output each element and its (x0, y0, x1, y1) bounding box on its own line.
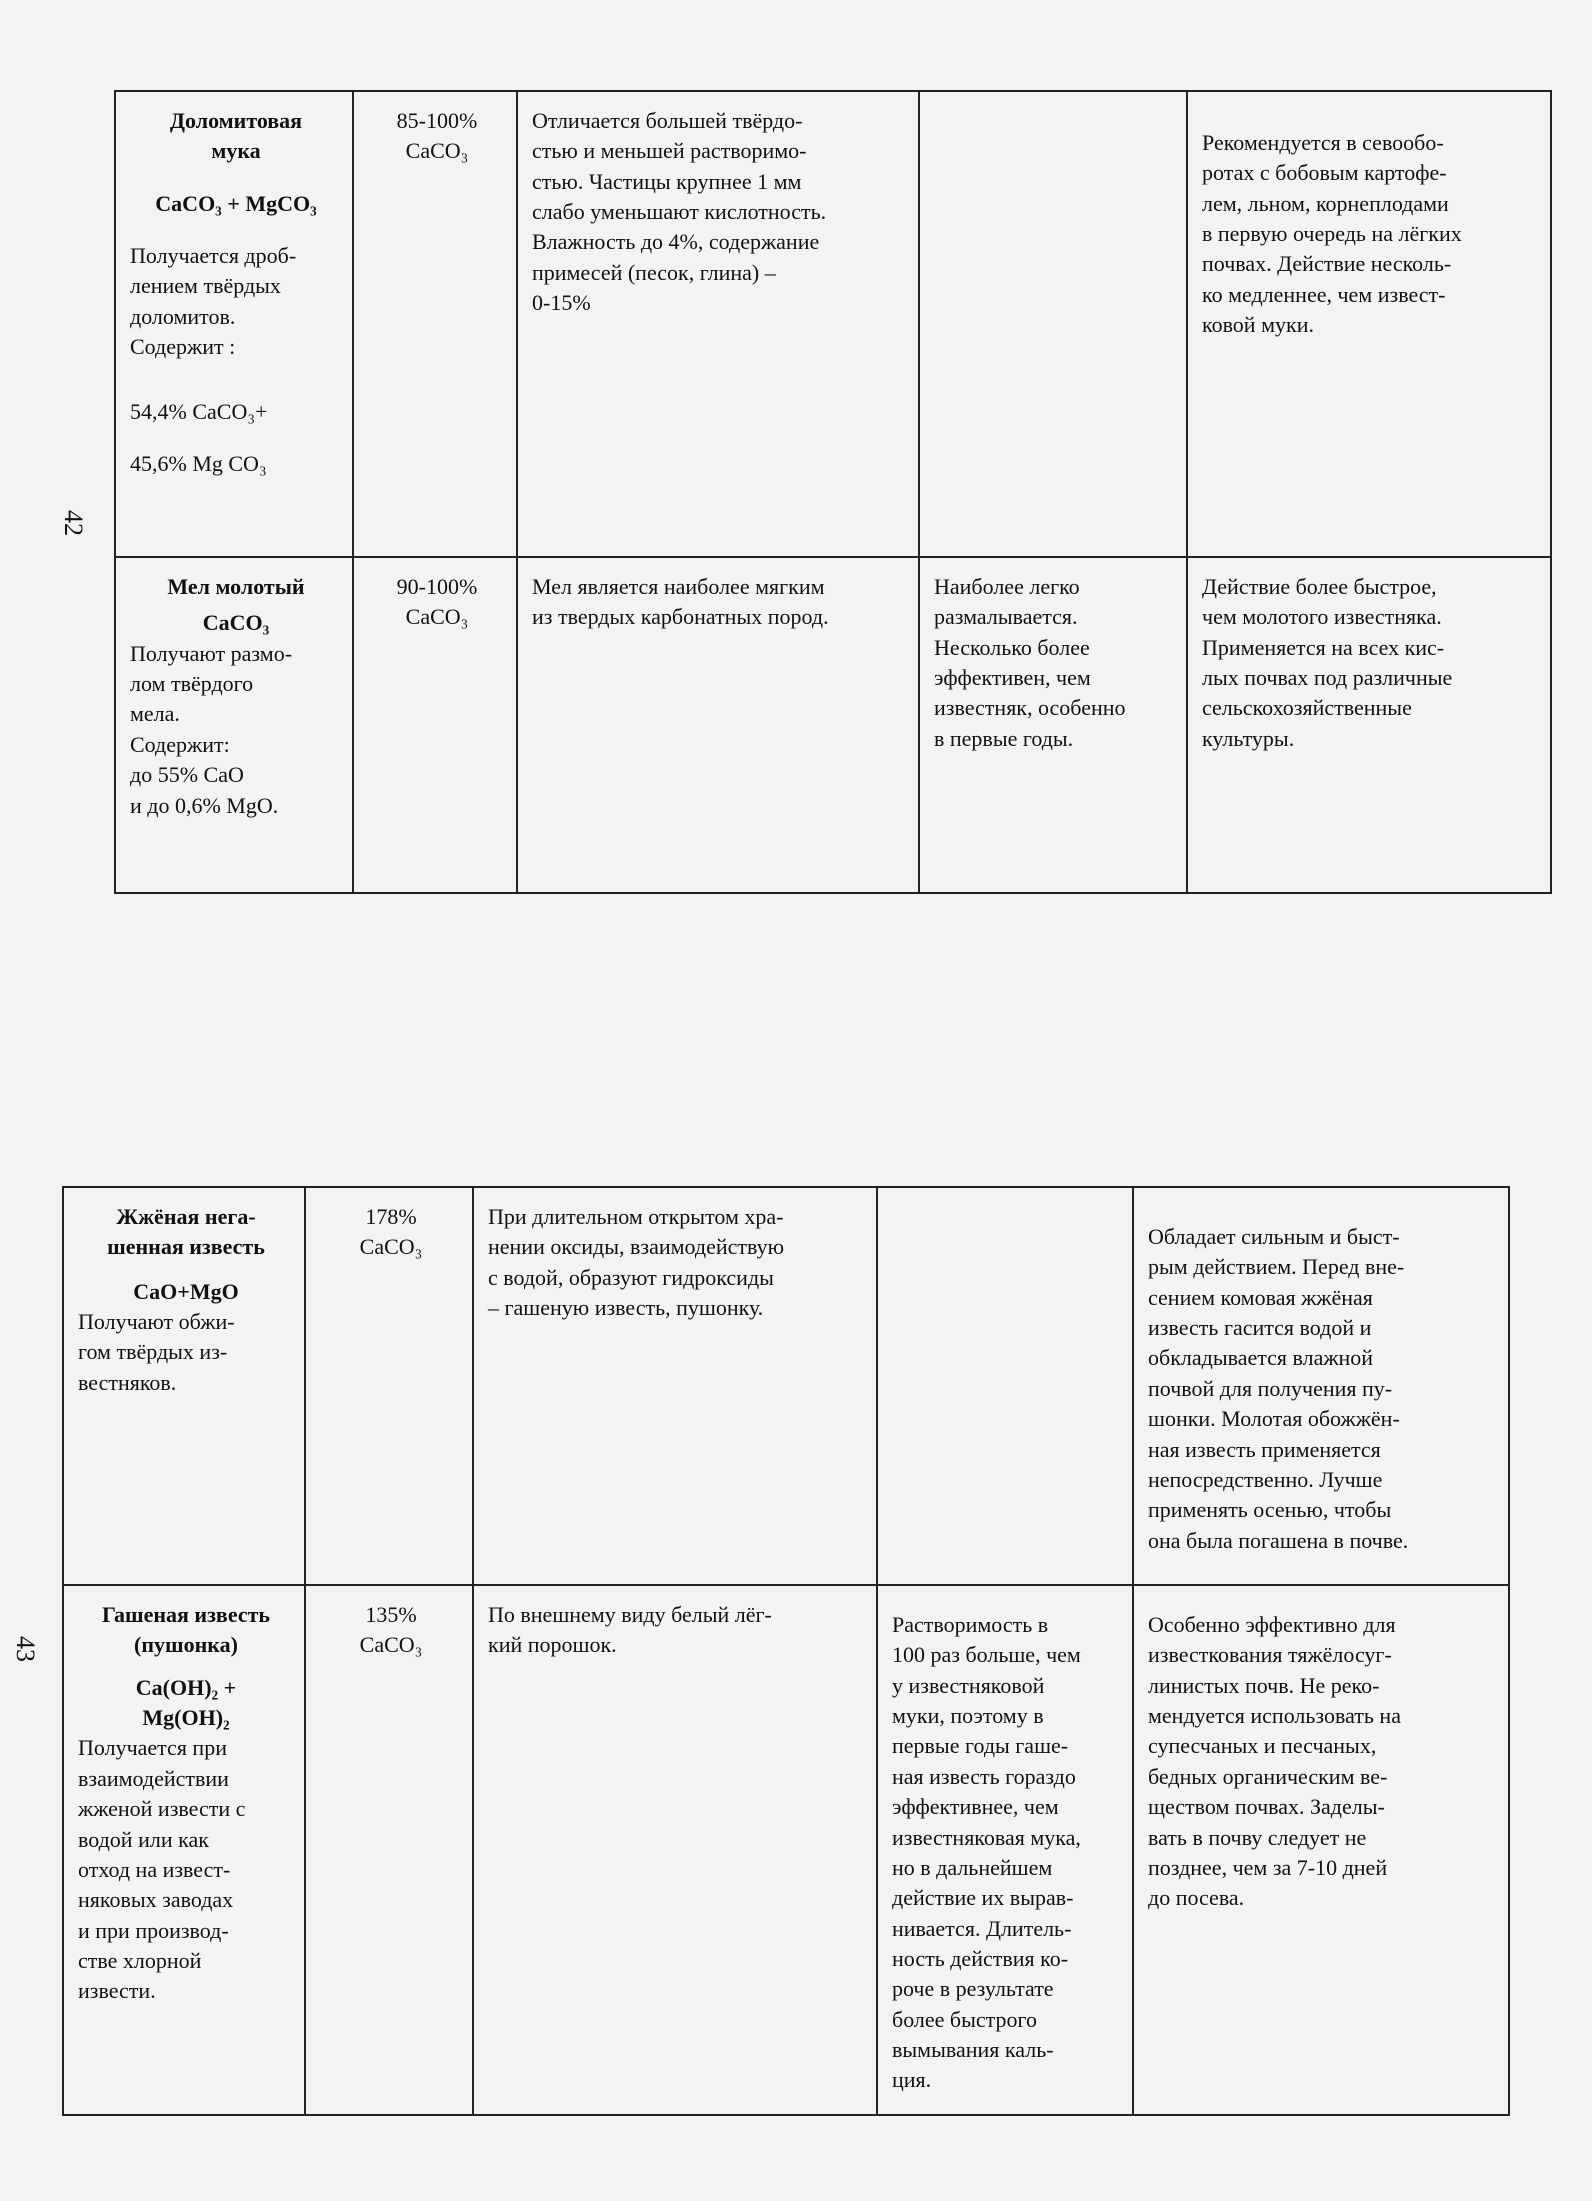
material-formula: CaO+MgO (133, 1278, 239, 1304)
lime-materials-table-page-43 (62, 1186, 1510, 2116)
material-origin: Получается при взаимодействии жженой извести с водой или как отход на извест- няковых заводах и при производ- стве хлорной извести. (78, 1735, 246, 2004)
table-row-ground-chalk (115, 557, 1551, 893)
application-cell (1133, 1187, 1509, 1585)
application-cell (1133, 1585, 1509, 2115)
neutralizing-content: 85-100% CaCO₃ (396, 108, 478, 164)
material-formula: Ca(OH)₂ + Mg(OH)₂ (135, 1674, 237, 1731)
efficiency-cell (877, 1187, 1133, 1585)
application-text: Обладает сильным и быст- рым действием. Перед вне- сением комовая жжёная известь гасится водой и обкладывается влажной почвой для получения пу- шонки. Молотая обожжён- ная известь применяется непосредственно. Лучше применять осенью, чтобы она была погашена в почве. (1148, 1224, 1409, 1553)
material-cell (115, 91, 353, 557)
neutralizing-content: 135% CaCO₃ (359, 1602, 423, 1658)
material-cell (63, 1585, 305, 2115)
table-row-slaked-lime (63, 1585, 1509, 2115)
table-row-dolomite-flour (115, 91, 1551, 557)
properties-cell (517, 557, 919, 893)
neutralizing-content-cell (353, 91, 517, 557)
material-origin: Получается дроб- лением твёрдых доломитов. Содержит : (130, 243, 297, 360)
efficiency-text: Растворимость в 100 раз больше, чем у известняковой муки, поэтому в первые годы гаше- ная известь гораздо эффективнее, чем известняковая мука, но в дальнейшем действие их вырав- нивается. Длитель- ность действия ко- роче в результате более быстрого вымывания каль- ция. (892, 1612, 1081, 2093)
properties-cell (473, 1585, 877, 2115)
material-formula: CaCO₃ (202, 610, 270, 636)
neutralizing-content-cell (353, 557, 517, 893)
application-text: Рекомендуется в севообо- ротах с бобовым картофе- лем, льном, корнеплодами в первую очередь на лёгких почвах. Действие несколь- ко медленнее, чем извест- ковой муки. (1202, 130, 1462, 338)
properties-text: Мел является наиболее мягким из твердых карбонатных пород. (532, 574, 829, 630)
efficiency-text: Наиболее легко размалывается. Несколько более эффективен, чем известняк, особенно в первые годы. (934, 574, 1126, 751)
table-row-quicklime (63, 1187, 1509, 1585)
material-name: Гашеная известь (пушонка) (101, 1602, 271, 1658)
lime-materials-table-page-42 (114, 90, 1552, 894)
application-text: Действие более быстрое, чем молотого известняка. Применяется на всех кис- лых почвах под различные сельскохозяйственные культуры. (1202, 574, 1453, 751)
efficiency-cell (919, 91, 1187, 557)
material-name: Доломитовая мука (169, 108, 303, 164)
properties-text: По внешнему виду белый лёг- кий порошок. (488, 1602, 772, 1658)
efficiency-cell (919, 557, 1187, 893)
application-text: Особенно эффективно для известкования тяжёлосуг- линистых почв. Не реко- мендуется использовать на супесчаных и песчаных, бедных органическим ве- ществом почвах. Заделы- вать в почву следует не позднее, чем за 7-10 дней до посева. (1148, 1612, 1401, 1911)
material-composition-mgco3: 45,6% Mg CO₃ (130, 450, 267, 476)
neutralizing-content-cell (305, 1187, 473, 1585)
properties-text: Отличается большей твёрдо- стью и меньшей растворимо- стью. Частицы крупнее 1 мм слабо уменьшают кислотность. Влажность до 4%, содержание примесей (песок, глина) – 0-15% (532, 108, 827, 316)
material-name: Мел молотый (167, 574, 305, 599)
application-cell (1187, 557, 1551, 893)
material-composition-caco3: 54,4% CaCO₃+ (130, 398, 268, 424)
material-formula: CaCO₃ + MgCO₃ (155, 190, 317, 216)
neutralizing-content: 90-100% CaCO₃ (396, 574, 478, 630)
material-origin: Получают обжи- гом твёрдых из- вестняков. (78, 1309, 235, 1395)
properties-cell (473, 1187, 877, 1585)
properties-cell (517, 91, 919, 557)
material-name: Жжёная нега- шенная известь (107, 1204, 265, 1260)
material-cell (63, 1187, 305, 1585)
neutralizing-content: 178% CaCO₃ (359, 1204, 423, 1260)
efficiency-cell (877, 1585, 1133, 2115)
application-cell (1187, 91, 1551, 557)
page-number-43: 43 (11, 1636, 40, 1662)
neutralizing-content-cell (305, 1585, 473, 2115)
page-number-42: 42 (59, 510, 88, 536)
material-cell (115, 557, 353, 893)
properties-text: При длительном открытом хра- нении оксиды, взаимодействую с водой, образуют гидроксиды – гашеную известь, пушонку. (488, 1204, 785, 1321)
material-origin: Получают размо- лом твёрдого мела. Содержит: до 55% CaO и до 0,6% MgO. (130, 640, 293, 818)
